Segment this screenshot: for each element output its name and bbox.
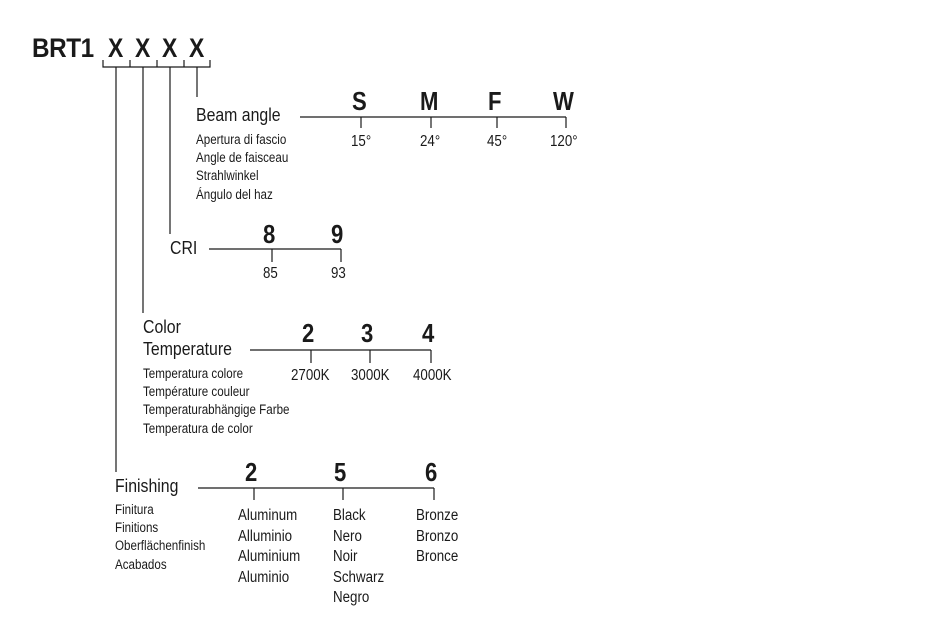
finish-name: Noir xyxy=(333,548,358,566)
code-placeholder-cri: X xyxy=(162,33,178,63)
code-placeholder-finishing: X xyxy=(108,33,124,63)
translation-es: Acabados xyxy=(115,556,167,572)
color-temperature-title-line1: Color xyxy=(143,317,181,337)
translation-de: Temperaturabhängige Farbe xyxy=(143,402,290,418)
finishing-translations xyxy=(115,501,205,574)
finishing-option-values xyxy=(238,506,300,588)
cri-option-code: 9 xyxy=(331,219,344,249)
translation-de: Strahlwinkel xyxy=(196,168,259,184)
finish-name: Nero xyxy=(333,527,362,545)
translation-fr: Finitions xyxy=(115,520,159,536)
beam-angle-option-code: F xyxy=(488,86,502,116)
finishing-title: Finishing xyxy=(115,476,179,496)
translation-it: Temperatura colore xyxy=(143,366,244,381)
beam-angle-option-code: S xyxy=(352,86,367,116)
color-temperature-option-value: 4000K xyxy=(413,367,452,384)
beam-angle-option-value: 15° xyxy=(351,133,372,150)
finishing-option-code: 6 xyxy=(425,457,438,487)
translation-fr: Angle de faisceau xyxy=(196,150,289,166)
translation-es: Temperatura de color xyxy=(143,420,253,436)
beam-angle-option-value: 45° xyxy=(487,133,508,150)
color-temperature-title-line2: Temperature xyxy=(143,339,232,359)
beam-angle-option-code: M xyxy=(420,86,439,116)
translation-it: Apertura di fascio xyxy=(196,132,287,147)
finish-name: Bronze xyxy=(416,507,459,524)
code-placeholder-color-temperature: X xyxy=(135,33,151,63)
finishing-option-values xyxy=(333,506,384,609)
color-temperature-translations xyxy=(143,365,290,438)
translation-it: Finitura xyxy=(115,502,154,517)
finish-name: Black xyxy=(333,507,366,524)
color-temperature-option-code: 4 xyxy=(422,318,435,348)
finish-name: Bronce xyxy=(416,548,459,566)
product-code-prefix: BRT1 xyxy=(32,33,94,63)
finish-name: Schwarz xyxy=(333,568,385,586)
translation-de: Oberflächenfinish xyxy=(115,538,206,554)
finish-name: Aluminium xyxy=(238,548,301,566)
cri-option-value: 93 xyxy=(331,265,346,282)
finish-name: Aluminum xyxy=(238,507,298,524)
color-temperature-option-value: 3000K xyxy=(351,367,390,384)
translation-es: Ángulo del haz xyxy=(196,186,273,202)
finish-name: Bronzo xyxy=(416,527,459,545)
finish-name: Negro xyxy=(333,589,370,607)
color-temperature-option-code: 2 xyxy=(302,318,315,348)
beam-angle-option-code: W xyxy=(553,86,574,116)
finish-name: Alluminio xyxy=(238,527,293,545)
beam-angle-translations xyxy=(196,131,288,204)
cri-option-code: 8 xyxy=(263,219,276,249)
color-temperature-option-value: 2700K xyxy=(291,367,330,384)
beam-angle-option-value: 24° xyxy=(420,133,441,150)
finish-name: Aluminio xyxy=(238,568,290,586)
cri-option-value: 85 xyxy=(263,265,278,282)
translation-fr: Température couleur xyxy=(143,384,250,400)
color-temperature-option-code: 3 xyxy=(361,318,374,348)
finishing-option-values xyxy=(416,506,458,568)
finishing-option-code: 5 xyxy=(334,457,347,487)
finishing-option-code: 2 xyxy=(245,457,258,487)
cri-title: CRI xyxy=(170,238,198,258)
beam-angle-option-value: 120° xyxy=(550,133,578,150)
code-placeholder-beam-angle: X xyxy=(189,33,205,63)
beam-angle-title: Beam angle xyxy=(196,105,281,125)
